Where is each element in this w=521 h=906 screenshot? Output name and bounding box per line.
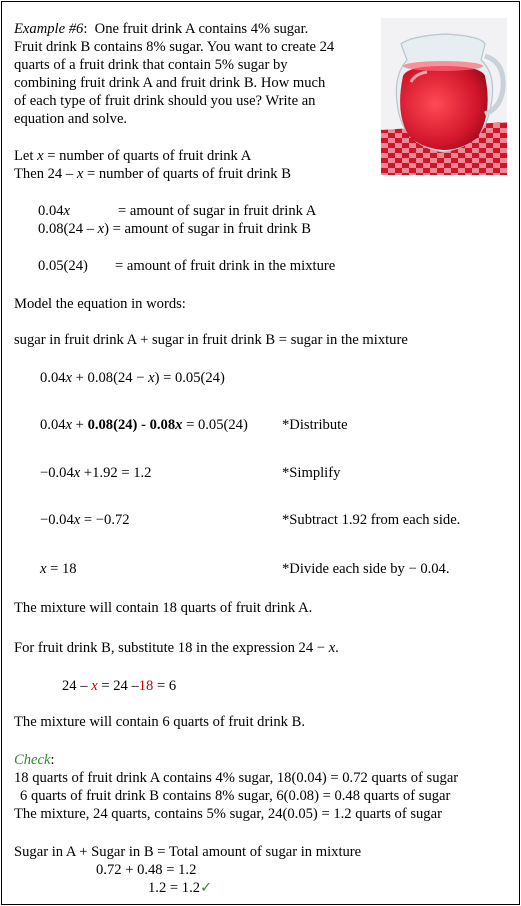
example-label: Example #6 <box>14 21 84 37</box>
check-line-4: Sugar in A + Sugar in B = Total amount of sugar in mixture <box>14 844 362 860</box>
then-text-b: = number of quarts of fruit drink B <box>83 166 291 182</box>
r2-a: For fruit drink B, substitute 18 in the expression 24 − <box>14 640 329 656</box>
def-line-1-desc: = amount of sugar in fruit drink A <box>118 203 317 219</box>
sub-a: 24 – <box>62 678 92 694</box>
var-x: x <box>175 417 183 433</box>
intro-text-1: One fruit drink A contains 4% sugar. <box>94 21 309 37</box>
check-line-6 <box>148 880 212 897</box>
intro-line-4: combining fruit drink A and fruit drink B. How much <box>14 75 326 91</box>
step-3-equation <box>40 465 151 482</box>
let-text-b: = number of quarts of fruit drink A <box>43 148 252 164</box>
var-x: x <box>37 148 44 164</box>
s1-c: ) = 0.05(24) <box>154 370 225 386</box>
intro-line-1 <box>14 21 308 38</box>
s2-b: + <box>72 417 88 433</box>
step-5-equation <box>40 561 77 578</box>
model-words: sugar in fruit drink A + sugar in fruit drink B = sugar in the mixture <box>14 332 408 348</box>
def-line-1-expr <box>38 203 70 220</box>
substitute-line <box>14 640 339 657</box>
s1-a: 0.04 <box>40 370 66 386</box>
var-x-red: x <box>91 678 98 694</box>
let-line-2 <box>14 166 291 183</box>
sub-c: = 6 <box>153 678 177 694</box>
def-line-3-desc: = amount of fruit drink in the mixture <box>115 258 336 274</box>
def-line-3-expr: 0.05(24) <box>38 258 88 274</box>
def2-paren: ) <box>104 221 109 237</box>
var-x: x <box>73 465 81 481</box>
s2-c: = 0.05(24) <box>182 417 248 433</box>
sub-b: = 24 – <box>97 678 139 694</box>
s5-b: = 18 <box>46 561 77 577</box>
then-text-a: Then 24 – <box>14 166 77 182</box>
result-a: The mixture will contain 18 quarts of fruit drink A. <box>14 600 313 616</box>
checkmark-icon: ✓ <box>200 880 213 896</box>
s3-a: −0.04 <box>40 465 74 481</box>
s2-bold: 0.08(24) - 0.08 <box>87 417 176 433</box>
s1-b: + 0.08(24 − <box>72 370 149 386</box>
check-label: Check <box>14 752 51 768</box>
var-x: x <box>65 417 73 433</box>
substitution-equation <box>62 678 176 695</box>
check-line-1: 18 quarts of fruit drink A contains 4% sugar, 18(0.04) = 0.72 quarts of sugar <box>14 770 459 786</box>
check-line-5: 0.72 + 0.48 = 1.2 <box>96 862 197 878</box>
def2-desc: = amount of sugar in fruit drink B <box>108 221 311 237</box>
def1-coef: 0.04 <box>38 203 64 219</box>
step-4-equation <box>40 512 130 529</box>
r2-c: . <box>335 640 339 656</box>
step-1-equation <box>40 370 225 387</box>
intro-line-3: quarts of a fruit drink that contain 5% sugar by <box>14 57 288 73</box>
step-4-note: *Subtract 1.92 from each side. <box>282 512 461 528</box>
s4-b: = −0.72 <box>80 512 130 528</box>
intro-colon: : <box>83 21 88 37</box>
let-line-1 <box>14 148 251 165</box>
step-2-note: *Distribute <box>282 417 348 433</box>
intro-line-6: equation and solve. <box>14 111 128 127</box>
step-3-note: *Simplify <box>282 465 341 481</box>
step-5-note: *Divide each side by − 0.04. <box>282 561 450 577</box>
var-x: x <box>97 221 105 237</box>
step-2-equation <box>40 417 248 434</box>
pitcher-image <box>381 18 507 175</box>
var-x: x <box>40 561 47 577</box>
model-heading: Model the equation in words: <box>14 296 186 312</box>
var-x: x <box>63 203 71 219</box>
s2-a: 0.04 <box>40 417 66 433</box>
intro-line-2: Fruit drink B contains 8% sugar. You want to create 24 <box>14 39 335 55</box>
check-line-2: 6 quarts of fruit drink B contains 8% sugar, 6(0.08) = 0.48 quarts of sugar <box>20 788 451 804</box>
s4-a: −0.04 <box>40 512 74 528</box>
result-b: The mixture will contain 6 quarts of fruit drink B. <box>14 714 306 730</box>
var-x: x <box>73 512 81 528</box>
var-x: x <box>328 640 336 656</box>
var-x: x <box>148 370 155 386</box>
def-line-2 <box>38 221 311 238</box>
check-line-3: The mixture, 24 quarts, contains 5% sugar, 24(0.05) = 1.2 quarts of sugar <box>14 806 442 822</box>
check-heading <box>14 752 55 769</box>
let-text-a: Let <box>14 148 38 164</box>
check-colon: : <box>50 752 55 768</box>
intro-line-5: of each type of fruit drink should you use? Write an <box>14 93 316 109</box>
def2-expr: 0.08(24 – <box>38 221 98 237</box>
pitcher-of-red-drink-icon <box>381 18 507 175</box>
final-equation: 1.2 = 1.2 <box>148 880 201 896</box>
s3-b: +1.92 = 1.2 <box>80 465 152 481</box>
sub-18-red: 18 <box>138 678 154 694</box>
var-x: x <box>65 370 73 386</box>
var-x: x <box>76 166 84 182</box>
